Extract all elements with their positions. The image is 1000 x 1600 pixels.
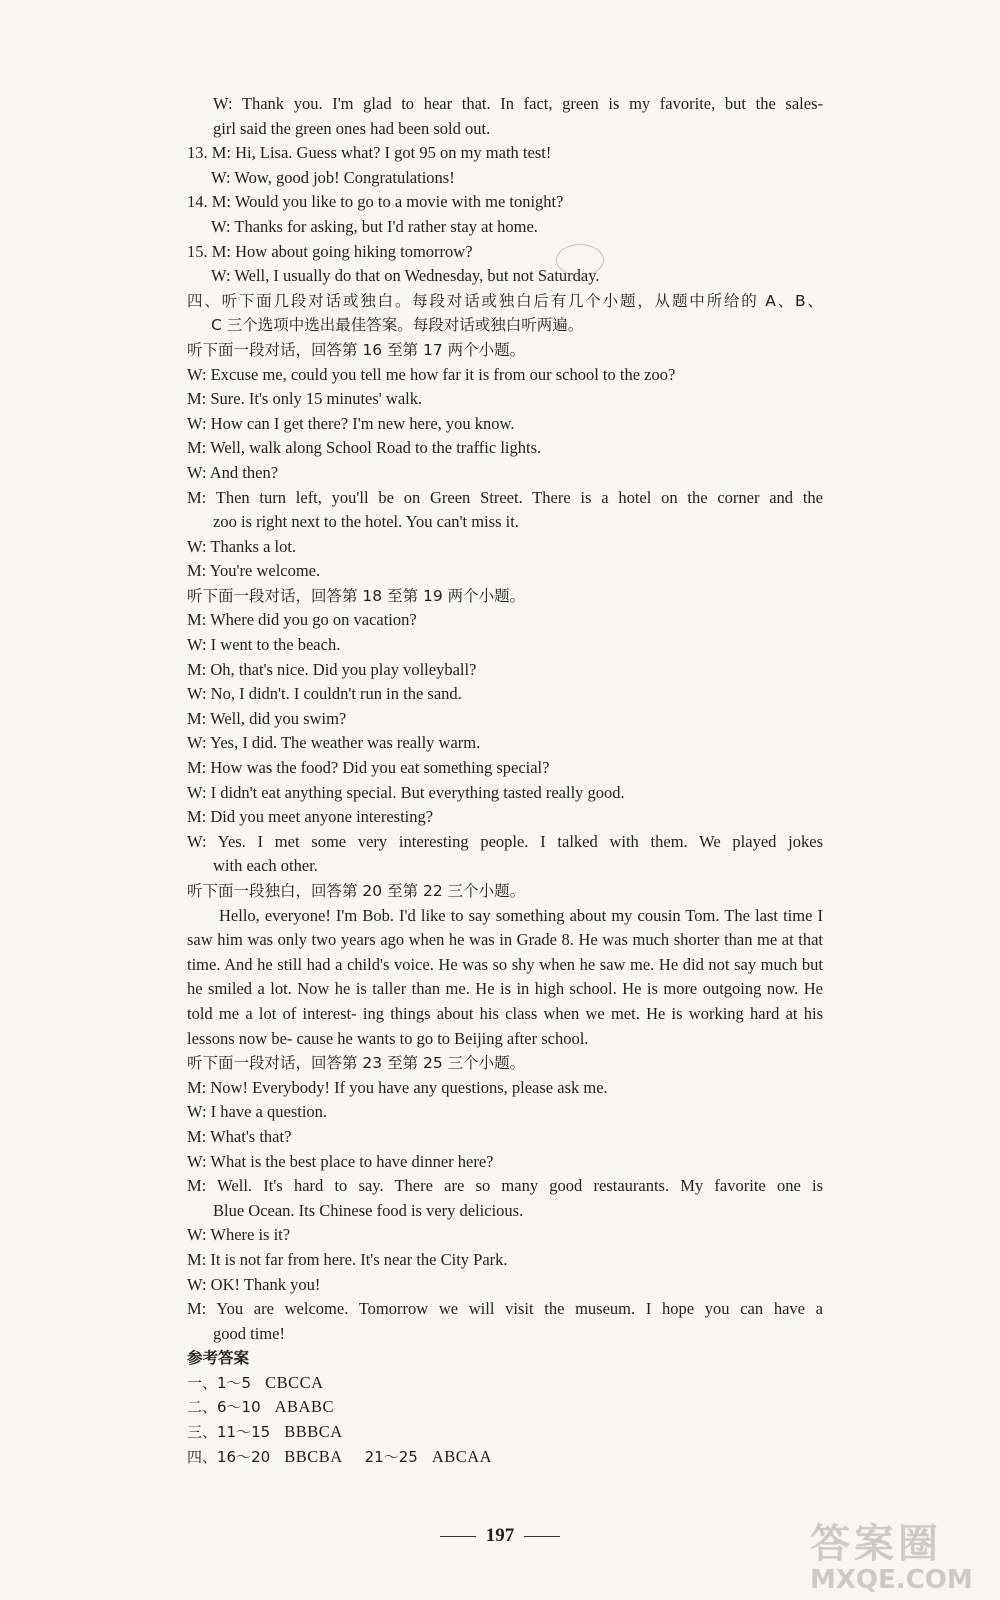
text-line: W: Where is it? <box>187 1225 291 1245</box>
monologue-line: Hello, everyone! I'm Bob. I'd like to say something about my cousin Tom. <box>219 905 720 925</box>
answers-list <box>187 1371 823 1469</box>
answer-value: ABCAA <box>431 1446 493 1466</box>
text-line: 听下面一段对话，回答第 16 至第 17 两个小题。 <box>187 340 526 359</box>
answer-range: 一、1～5 <box>187 1373 252 1392</box>
text-line: W: What is the best place to have dinner here? <box>187 1151 494 1171</box>
text-line: M: Now! Everybody! If you have any questions, please ask me. <box>187 1077 608 1097</box>
page-number-value: 197 <box>485 1525 515 1546</box>
monologue-line: ing things about his class when we met. He is working hard at his lessons now be- <box>187 1003 824 1048</box>
text-line: M: You're welcome. <box>187 561 321 581</box>
text-line: zoo is right next to the hotel. You can't miss it. <box>213 512 519 532</box>
text-line: M: What's that? <box>187 1126 292 1146</box>
watermark-logo <box>810 1512 990 1595</box>
text-line: W: I didn't eat anything special. But everything tasted really good. <box>187 782 625 802</box>
answers-title: 参考答案 <box>187 1349 250 1368</box>
text-line: M: Well. It's hard to say. There are so many good restaurants. My favorite one is <box>187 1176 823 1196</box>
answer-range: 二、6～10 <box>187 1398 261 1417</box>
text-line: M: Then turn left, you'll be on Green Street. There is a hotel on the corner and the <box>187 487 823 507</box>
text-line: 14. M: Would you like to go to a movie with me tonight? <box>187 192 564 212</box>
answer-row <box>187 1371 823 1396</box>
answer-value: CBCCA <box>265 1372 324 1392</box>
text-line: W: Thanks for asking, but I'd rather stay at home. <box>211 216 538 236</box>
text-line: 13. M: Hi, Lisa. Guess what? I got 95 on my math test! <box>187 143 552 163</box>
answer-range: 21～25 <box>364 1447 418 1466</box>
page-content <box>187 92 823 1469</box>
text-line: M: Well, did you swim? <box>187 708 347 728</box>
text-line: M: How was the food? Did you eat something special? <box>187 758 550 778</box>
monologue-paragraph <box>187 904 823 1052</box>
monologue-line: much shorter than me at that time. And he still had a child's voice. He was so shy <box>187 930 823 974</box>
text-line: 听下面一段独白，回答第 20 至第 22 三个小题。 <box>187 882 526 900</box>
watermark-line2: MXQE.COM <box>810 1565 973 1595</box>
text-line: M: Where did you go on vacation? <box>187 610 417 630</box>
text-line: girl said the green ones had been sold out. <box>213 118 491 138</box>
text-line: W: Excuse me, could you tell me how far it is from our school to the zoo? <box>187 364 676 384</box>
watermark-line1: 答案圈 <box>810 1521 942 1567</box>
dialogue-block-1 <box>187 92 823 904</box>
answer-row <box>187 1420 823 1445</box>
text-line: 四、听下面几段对话或独白。每段对话或独白后有几个小题，从题中所给的 A、B、 <box>187 291 823 310</box>
text-line: M: Did you meet anyone interesting? <box>187 807 434 827</box>
monologue-line: cause he wants to go to Beijing after school. <box>296 1028 589 1048</box>
text-line: C 三个选项中选出最佳答案。每段对话或独白听两遍。 <box>211 316 584 335</box>
text-line: W: How can I get there? I'm new here, you know. <box>187 413 515 433</box>
text-line: W: Thank you. I'm glad to hear that. In fact, green is my favorite, but the sales- <box>213 94 823 113</box>
monologue-block <box>187 904 823 1052</box>
monologue-line: when he saw me. He did not say much but he smiled a lot. Now he is taller than <box>187 954 824 999</box>
text-line: 听下面一段对话，回答第 23 至第 25 三个小题。 <box>187 1054 526 1073</box>
text-line: 15. M: How about going hiking tomorrow? <box>187 241 473 261</box>
text-line: W: No, I didn't. I couldn't run in the sand. <box>187 684 462 704</box>
answer-range: 四、16～20 <box>187 1447 271 1466</box>
monologue-line: me. He is in high school. He is more outgoing now. He told me a lot of interest- <box>187 979 824 1023</box>
text-line: M: It is not far from here. It's near the City Park. <box>187 1249 508 1269</box>
answer-row <box>187 1445 823 1470</box>
dialogue-block-2 <box>187 1051 823 1346</box>
text-line: M: Well, walk along School Road to the traffic lights. <box>187 438 542 458</box>
text-line: W: I have a question. <box>187 1102 328 1122</box>
text-line: M: You are welcome. Tomorrow we will visit the museum. I hope you can have a <box>187 1299 823 1319</box>
monologue-line: The last time I saw him was only two years ago when he was in Grade 8. He was <box>187 905 824 950</box>
answer-value: ABABC <box>274 1397 334 1417</box>
answer-row <box>187 1395 823 1420</box>
text-line: good time! <box>213 1323 285 1343</box>
text-line: W: Yes, I did. The weather was really warm. <box>187 733 481 753</box>
page-number-dash-left <box>440 1536 476 1537</box>
answer-value: BBCBA <box>284 1446 343 1466</box>
answer-value: BBBCA <box>284 1422 343 1442</box>
text-line: M: Sure. It's only 15 minutes' walk. <box>187 389 423 409</box>
text-line: W: OK! Thank you! <box>187 1274 321 1294</box>
text-line: M: Oh, that's nice. Did you play volleyball? <box>187 659 477 679</box>
page-number-dash-right <box>524 1536 560 1537</box>
text-line: W: Thanks a lot. <box>187 536 297 556</box>
text-line: Blue Ocean. Its Chinese food is very delicious. <box>213 1200 524 1220</box>
text-line: W: I went to the beach. <box>187 635 341 655</box>
text-line: W: Wow, good job! Congratulations! <box>211 167 455 187</box>
answer-range: 三、11～15 <box>187 1423 271 1442</box>
text-line: 听下面一段对话，回答第 18 至第 19 两个小题。 <box>187 586 526 605</box>
text-line: with each other. <box>213 856 318 876</box>
text-line: W: Yes. I met some very interesting people. I talked with them. We played jokes <box>187 831 823 851</box>
text-line: W: And then? <box>187 462 279 482</box>
text-line: W: Well, I usually do that on Wednesday, but not Saturday. <box>211 266 600 286</box>
